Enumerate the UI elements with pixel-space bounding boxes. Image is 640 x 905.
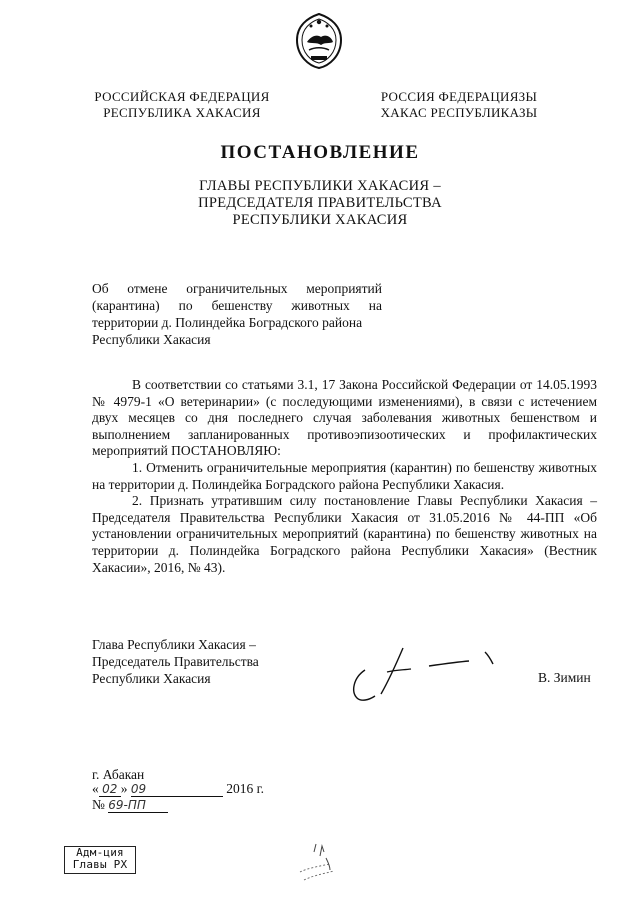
regarding-line: территории д. Полиндейка Боградского района — [92, 315, 363, 330]
header-right — [368, 89, 550, 121]
header-left-line: РЕСПУБЛИКА ХАКАСИЯ — [103, 105, 261, 120]
date-year: 2016 г. — [226, 781, 265, 796]
document-title: ПОСТАНОВЛЕНИЕ — [220, 142, 420, 163]
date-month: 09 — [131, 782, 223, 797]
header-left-line: РОССИЙСКАЯ ФЕДЕРАЦИЯ — [94, 89, 270, 104]
signatory-line: Председатель Правительства — [92, 654, 259, 669]
coat-of-arms-icon — [291, 12, 347, 70]
header-left — [92, 89, 272, 121]
header-right-line: ХАКАС РЕСПУБЛИКАЗЫ — [380, 105, 538, 120]
document-number: 69-ПП — [108, 798, 168, 813]
regarding-line: Республики Хакасия — [92, 332, 211, 347]
date-open-quote: « — [92, 781, 99, 796]
regarding-block — [92, 280, 382, 348]
signatory-line: Республики Хакасия — [92, 671, 211, 686]
place-of-issue: г. Абакан — [92, 767, 145, 782]
document-subtitle — [0, 178, 640, 229]
subtitle-line: ПРЕДСЕДАТЕЛЯ ПРАВИТЕЛЬСТВА — [198, 195, 442, 211]
subtitle-line: РЕСПУБЛИКИ ХАКАСИЯ — [232, 212, 408, 228]
signatory-line: Глава Республики Хакасия – — [92, 637, 256, 652]
date-line — [92, 781, 264, 797]
preamble-paragraph: В соответствии со статьями 3.1, 17 Закона Российской Федерации от 14.05.1993 № 4979-1 «О ветеринарии» (с последующими изменениями), в связи с истечением двух месяцев со дня последнего случая заболевания животных бешенством и выполнением запланированных противоэпизоотических и профилактических мероприятий ПОСТАНОВЛЯЮ: — [92, 377, 597, 459]
subtitle-line: ГЛАВЫ РЕСПУБЛИКИ ХАКАСИЯ – — [199, 178, 441, 194]
handwritten-mark-icon — [290, 838, 350, 888]
stamp-line: Главы РХ — [72, 858, 128, 871]
date-day: 02 — [99, 782, 121, 797]
number-line — [92, 797, 168, 813]
registration-stamp — [64, 846, 136, 874]
document-body — [92, 377, 597, 576]
regarding-line: (карантина) по бешенству животных на — [92, 298, 382, 313]
item-2-paragraph: 2. Признать утратившим силу постановление Главы Республики Хакасия – Председателя Правительства Республики Хакасия от 31.05.2016 № 44-ПП «Об установлении ограничительных мероприятий (карантина) по бешенству животных на территории д. Полиндейка Боградского района Республики Хакасия» (Вестник Хакасии», 2016, № 43). — [92, 493, 597, 575]
header-right-line: РОССИЯ ФЕДЕРАЦИЯЗЫ — [380, 89, 538, 104]
handwritten-signature-icon — [345, 640, 505, 710]
regarding-line: Об отмене ограничительных мероприятий — [92, 281, 382, 296]
stamp-line: Адм-ция — [76, 846, 124, 859]
signatory-name: В. Зимин — [538, 670, 591, 685]
number-prefix: № — [92, 797, 105, 812]
item-1-paragraph: 1. Отменить ограничительные мероприятия (карантин) по бешенству животных на территории д. Полиндейка Боградского района Республики Хакасия. — [92, 459, 597, 492]
date-close-quote: » — [120, 781, 128, 796]
signatory-position — [92, 636, 259, 687]
